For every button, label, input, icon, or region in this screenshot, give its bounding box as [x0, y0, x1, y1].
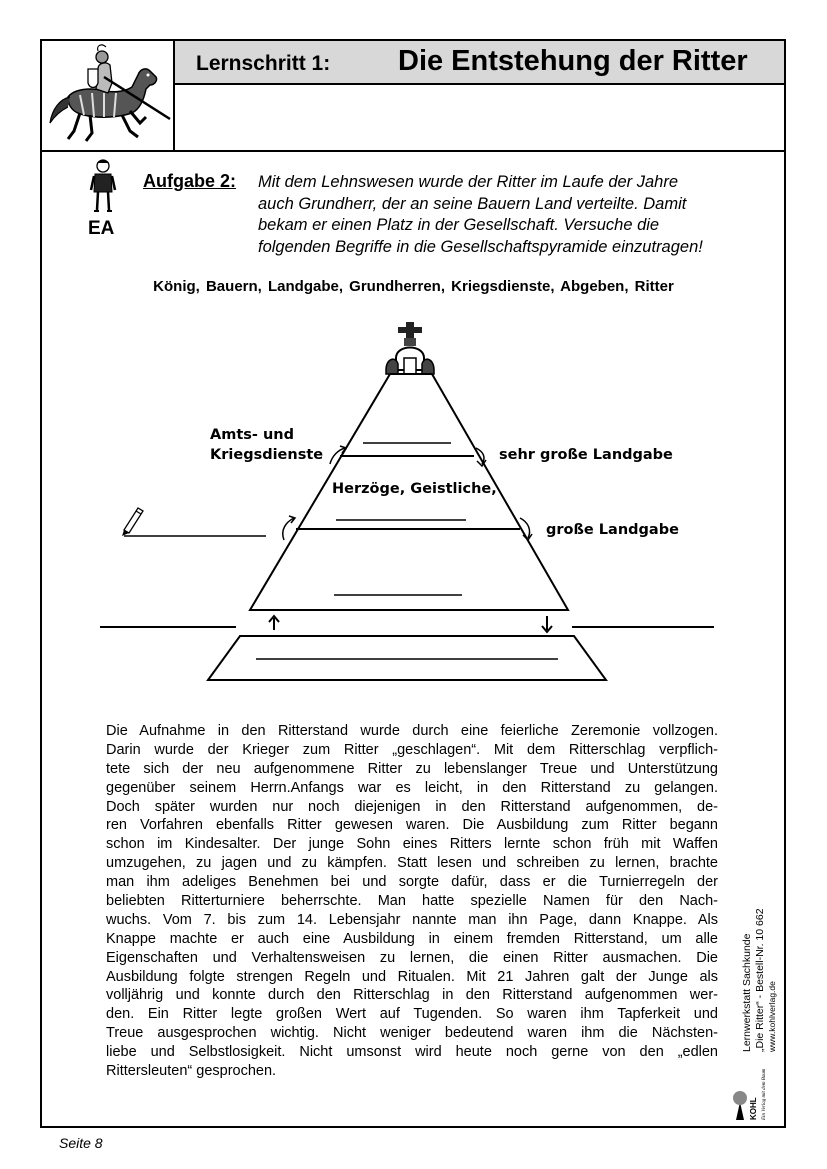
body-line: Darin wurde der Krieger zum Ritter „geschlagen“. Mit dem Ritterschlag verpflich-: [106, 741, 718, 758]
step-label: Lernschritt 1:: [196, 52, 331, 75]
body-line: wuchs. Vom 7. bis zum 14. Lebensjahr nannte man ihn Page, dann Knappe. Als: [106, 911, 718, 928]
body-line: schon im Kindesalter. Der junge Sohn eines Ritters lernte schon früh mit Waffen: [106, 836, 718, 853]
pencil-icon: [122, 508, 143, 536]
body-line: Ausbildung folgte strengen Regeln und Ritualen. Mit 21 Jahren galt der Junge als: [106, 968, 718, 985]
term-list: König, Bauern, Landgabe, Grundherren, Kriegsdienste, Abgeben, Ritter: [153, 278, 674, 295]
publisher-logo-text: KOHL: [749, 1097, 758, 1120]
label-kriegsdienste: Kriegsdienste: [210, 447, 324, 463]
body-line: beliebten Ritterturniere beherrschte. Man hatte spezielle Namen für den Nach-: [106, 893, 718, 910]
publisher-logo-slogan: Ein Verlag mit dem Baum: [762, 1068, 767, 1120]
label-herzoege: Herzöge, Geistliche,: [332, 481, 497, 497]
page-number: Seite 8: [59, 1135, 103, 1151]
body-line: man ihm adeliges Benehmen bei und sorgte dafür, dass er die Turnierregeln der: [106, 874, 718, 891]
body-text: [106, 722, 718, 1081]
student-icon: [88, 158, 118, 216]
body-line: Knappe machte er auch eine Ausbildung in einem fremden Ritterstand, um alle: [106, 930, 718, 947]
label-amts: Amts- und: [210, 427, 294, 443]
label-sehr-grosse-landgabe: sehr große Landgabe: [499, 447, 673, 463]
body-line: Treue ausgesprochen wichtig. Nicht weniger bedeutend waren ihm die Nächsten-: [106, 1025, 718, 1042]
task-line: auch Grundherr, der an seine Bauern Land verteilte. Damit: [258, 194, 687, 213]
task-line: Mit dem Lehnswesen wurde der Ritter im Laufe der Jahre: [258, 173, 679, 191]
publisher-line-3: www.kohlverlag.de: [767, 981, 777, 1052]
body-line: Die Aufnahme in den Ritterstand wurde durch eine feierliche Zeremonie vollzogen.: [106, 723, 718, 739]
body-line: Eigenschaften und Verhaltensweisen zu lernen, die einen Ritter ausmachen. Die: [106, 949, 718, 966]
king-figure-icon: [386, 322, 434, 374]
work-form-label: EA: [88, 218, 115, 239]
curved-arrow-icon: [476, 448, 486, 466]
body-line: Rittersleuten“ gesprochen.: [106, 1063, 277, 1080]
logo-box: [40, 39, 175, 152]
task-line: bekam er einen Platz in der Gesellschaft. Versuche die: [258, 216, 660, 234]
task-instructions: [258, 172, 758, 258]
page-title: Die Entstehung der Ritter: [398, 45, 748, 77]
task-label: Aufgabe 2:: [143, 171, 237, 191]
society-pyramid: [0, 318, 827, 698]
body-line: ren Vorfahren ebenfalls Ritter gewesen waren. Die Ausbildung zum Ritter begann: [106, 817, 718, 834]
body-line: liebe und Selbstlosigkeit. Nicht umsonst wird heute noch gerne von den „edlen: [106, 1044, 718, 1061]
publisher-line-2: „Die Ritter“ - Bestell-Nr. 10 662: [754, 908, 766, 1052]
kohl-logo: [733, 1068, 767, 1121]
body-line: Doch später wurden nur noch diejenigen in den Ritterstand aufgenommen, de-: [106, 798, 718, 815]
task-line: folgenden Begriffe in die Gesellschaftspyramide einzutragen!: [258, 237, 703, 256]
publisher-info: [732, 874, 792, 1124]
arrow-down-icon: [542, 616, 552, 632]
label-grosse-landgabe: große Landgabe: [546, 522, 679, 538]
body-line: tete sich der neu aufgenommene Ritter zu lebenslanger Treue und Unterstützung: [106, 760, 718, 777]
arrow-up-icon: [269, 616, 279, 630]
body-line: volljährig und konnte durch den Ritterschlag in den Ritterstand aufgenommen wer-: [106, 987, 718, 1004]
knight-horse-illustration: [40, 39, 175, 152]
body-line: umzugehen, zu jagen und zu kämpfen. Statt lesen und schreiben zu lernen, brachte: [106, 855, 718, 872]
body-line: gegenüber seinem Herrn.Anfangs war es leicht, in den Ritterstand zu gelangen.: [106, 779, 718, 796]
body-line: den. Ein Ritter legte großen Wert auf Tugenden. So waren ihm Tapferkeit und: [106, 1006, 718, 1023]
publisher-line-1: Lernwerkstatt Sachkunde: [741, 933, 753, 1052]
